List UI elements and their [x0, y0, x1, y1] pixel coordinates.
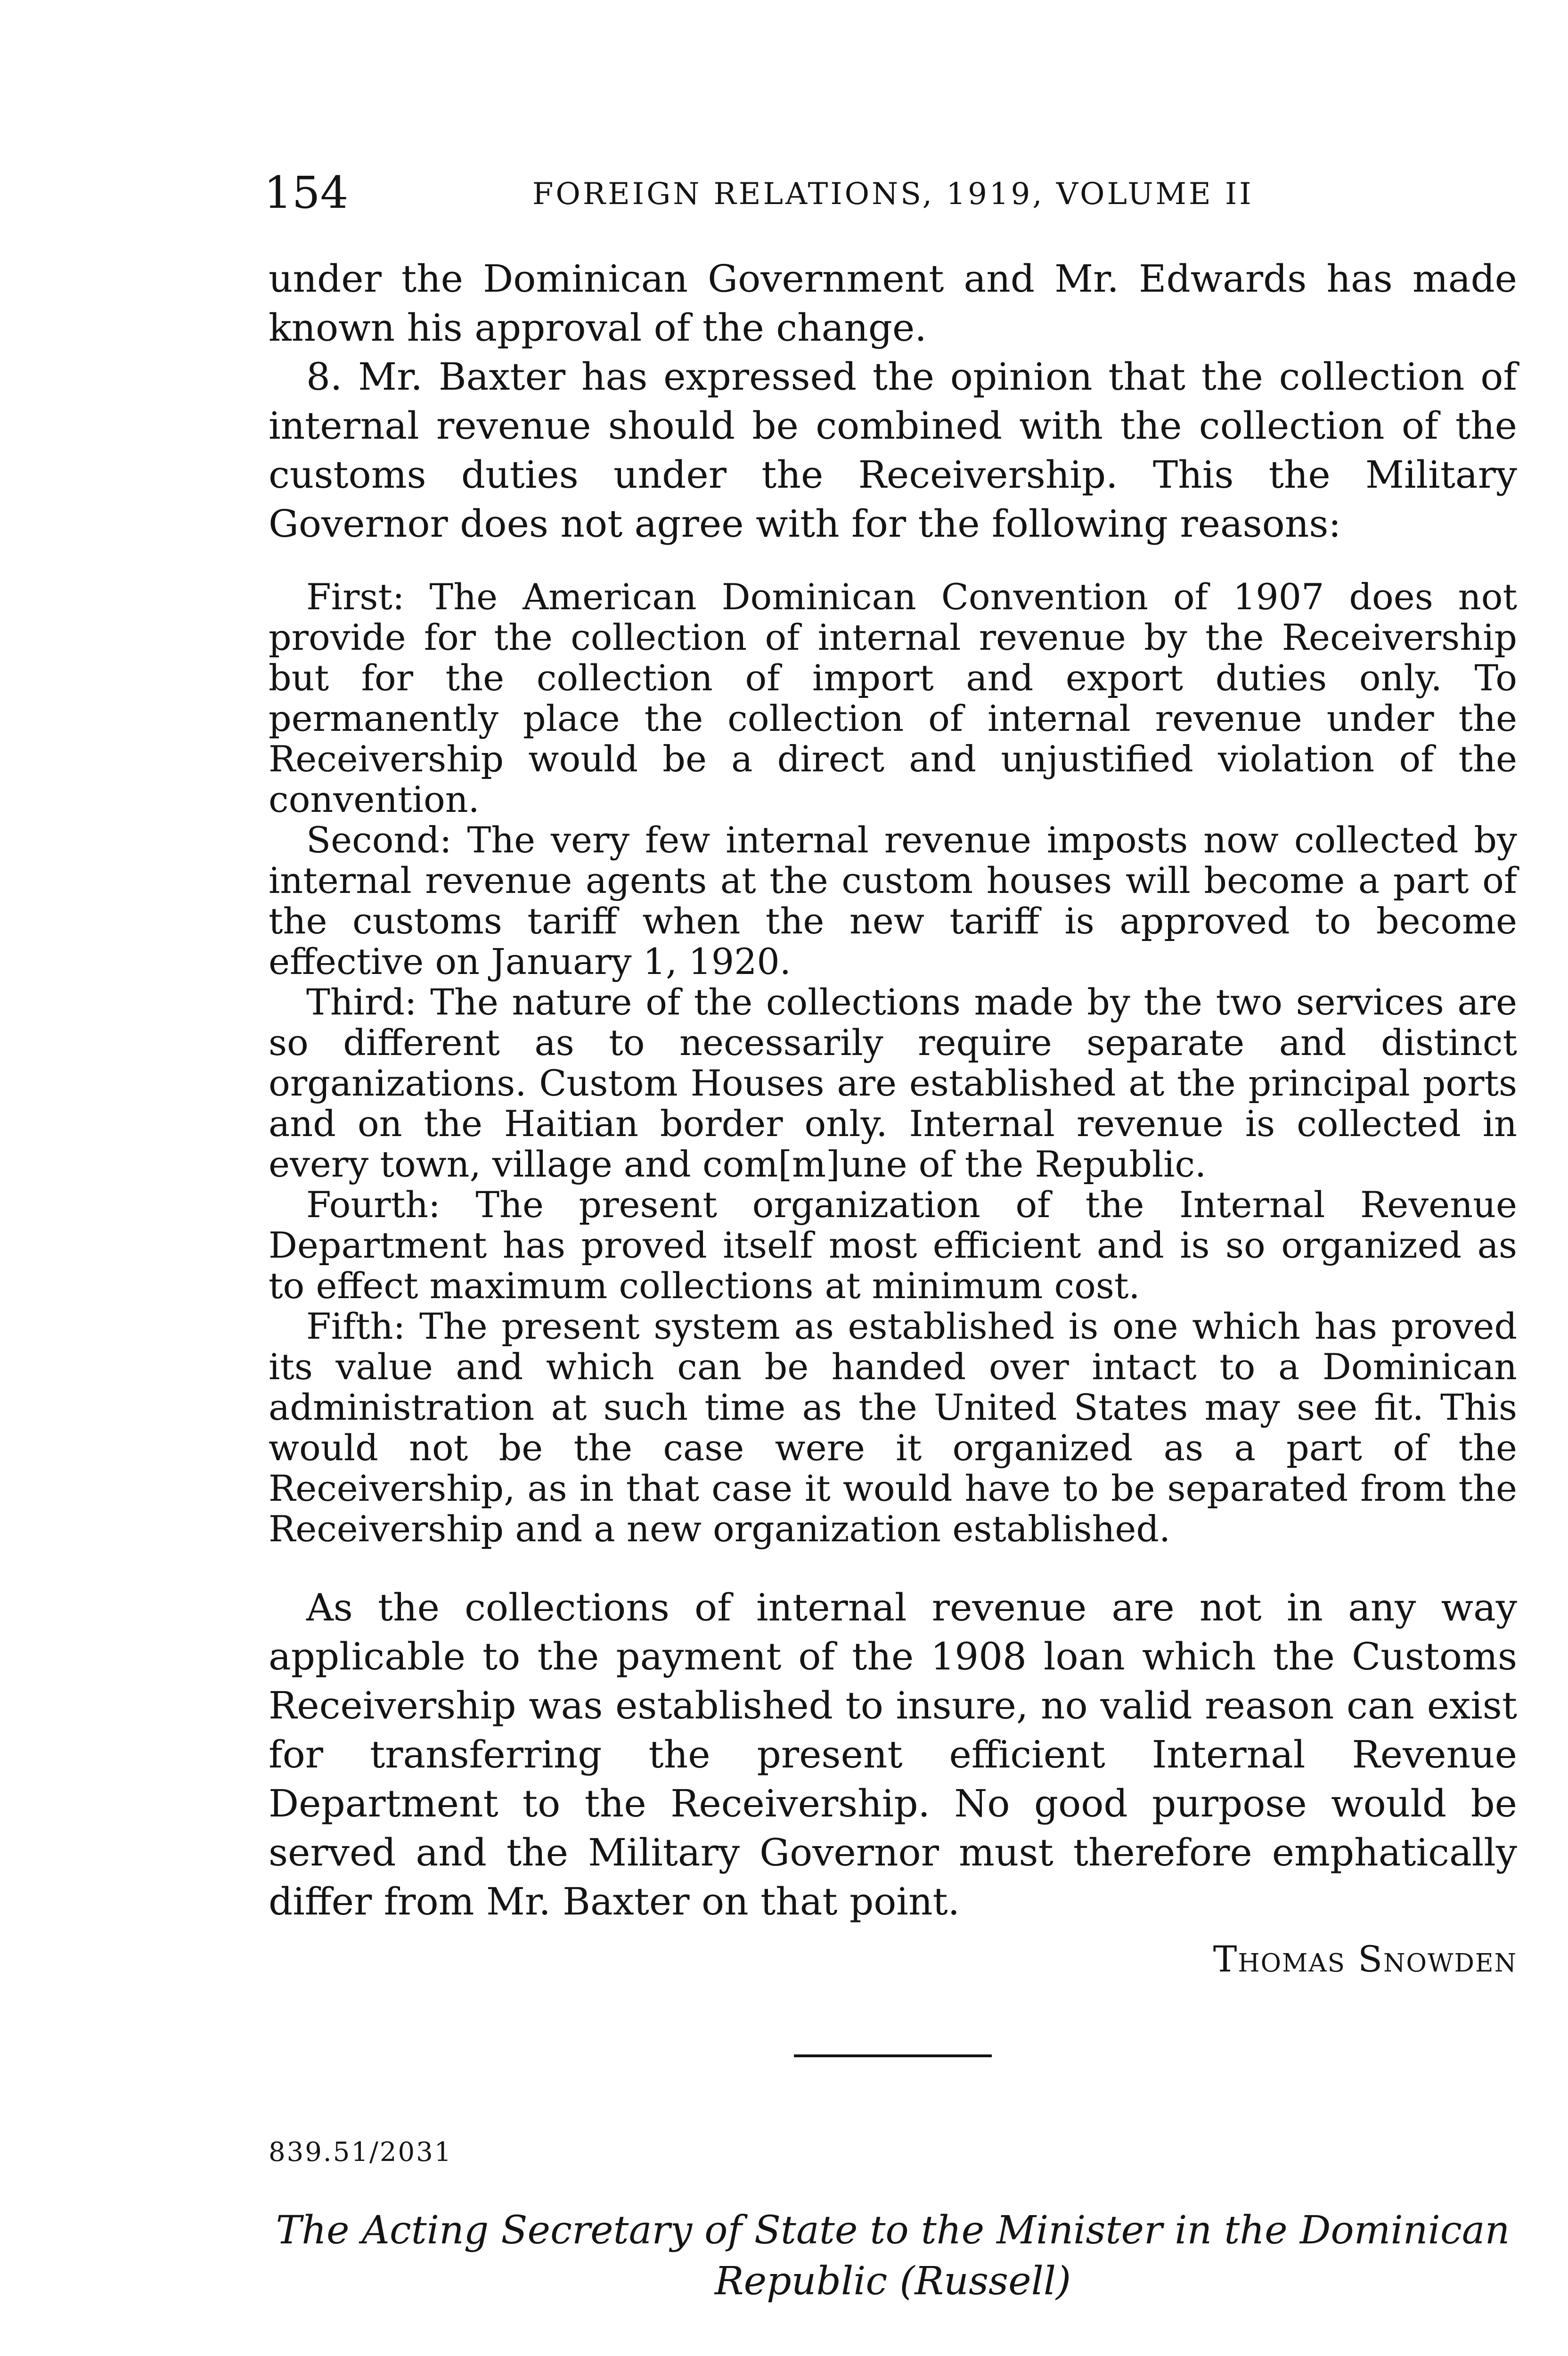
reason-fifth: Fifth: The present system as established is one which has proved its value and which can be handed over intact to a Dominican administration at such time as the United States may see fit. This would not be the case were it organized as a part of the Receivership, as in that case it would have to be separated from the Receivership and a new organization established. [269, 1305, 1517, 1550]
section-divider [794, 2054, 992, 2057]
reason-fourth: Fourth: The present organization of the Internal Revenue Department has proved itself most efficient and is so organized as to effect maximum collections at minimum cost. [269, 1184, 1517, 1307]
running-title: FOREIGN RELATIONS, 1919, VOLUME II [532, 177, 1254, 212]
signature: Thomas Snowden [1213, 1938, 1517, 1980]
paragraph-continuation: under the Dominican Government and Mr. Edwards has made known his approval of the change. [269, 257, 1517, 350]
page-header [264, 167, 1522, 224]
page-number: 154 [264, 167, 349, 219]
reason-first: First: The American Dominican Convention of 1907 does not provide for the collection of internal revenue by the Receivership but for the collection of import and export duties only. To permanently place the collection of internal revenue under the Receivership would be a direct and unjustified violation of the convention. [269, 576, 1517, 820]
reason-third: Third: The nature of the collections made by the two services are so different as to necessarily require separate and distinct organizations. Custom Houses are established at the principal ports and on the Haitian border only. Internal revenue is collected in every town, village and com[m]une of the Republic. [269, 981, 1517, 1185]
paragraph-point-8: 8. Mr. Baxter has expressed the opinion that the collection of internal revenue should be combined with the collection of the customs duties under the Receivership. This the Military Governor does not agree with for the following reasons: [269, 355, 1517, 546]
reason-second: Second: The very few internal revenue imposts now collected by internal revenue agents at the custom houses will become a part of the customs tariff when the new tariff is approved to become effective on January 1, 1920. [269, 819, 1517, 982]
file-number: 839.51/2031 [269, 2137, 453, 2168]
reasons-list [269, 577, 1517, 1549]
document-title [269, 2205, 1517, 2307]
page-body [269, 254, 1517, 2356]
document-title-line-1: The Acting Secretary of State to the Minister in the Dominican [276, 2208, 1510, 2253]
document-title-line-2: Republic (Russell) [714, 2259, 1071, 2304]
conclusion-paragraph: As the collections of internal revenue are not in any way applicable to the payment of the 1908 loan which the Customs Receivership was established to insure, no valid reason can exist for transferring the present efficient Internal Revenue Department to the Receivership. No good purpose would be served and the Military Governor must therefore emphatically differ from Mr. Baxter on that point. [269, 1586, 1517, 1923]
